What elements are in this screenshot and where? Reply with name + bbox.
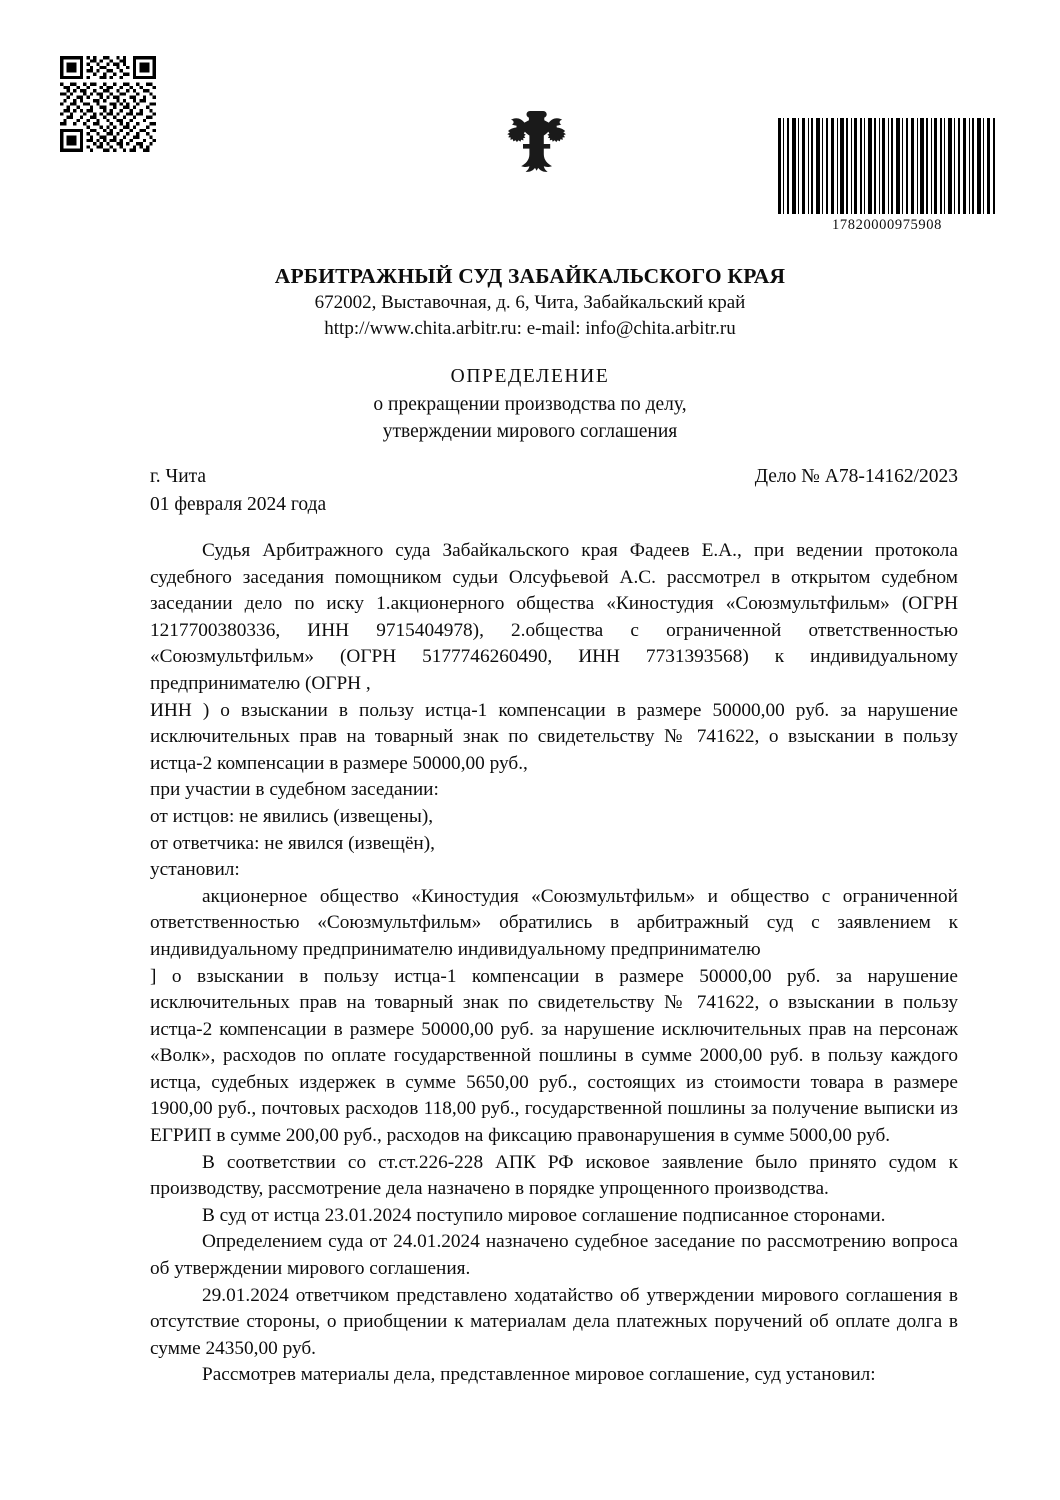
document-date: 01 февраля 2024 года — [150, 494, 327, 515]
paragraph: В суд от истца 23.01.2024 поступило мировое соглашение подписанное сторонами. — [202, 1204, 886, 1226]
paragraph: Определением суда от 24.01.2024 назначено судебное заседание по рассмотрению вопроса об утверждении мирового соглашения. — [150, 1231, 958, 1280]
document-body — [150, 538, 958, 1389]
court-website: http://www.chita.arbitr.ru: e-mail: info@chita.arbitr.ru — [324, 318, 736, 339]
paragraph: установил: — [150, 859, 240, 881]
court-header — [80, 262, 980, 342]
document-title: ОПРЕДЕЛЕНИЕ — [450, 366, 610, 387]
document-title-block — [80, 363, 980, 445]
paragraph: 29.01.2024 ответчиком представлено ходатайство об утверждении мирового соглашения в отсутствие стороны, о приобщении к материалам дела платежных поручений об оплате долга в сумме 24350,00 руб. — [150, 1284, 958, 1359]
paragraph: Рассмотрев материалы дела, представленное мировое соглашение, суд установил: — [202, 1364, 876, 1386]
paragraph: Судья Арбитражного суда Забайкальского края Фадеев Е.А., при ведении протокола судебного заседания помощником судьи Олсуфьевой А.С. рассмотрел в открытом судебном заседании дело по иску 1.акционерного общества «Киностудия «Союзмультфильм» (ОГРН 1217700380336, ИНН 9715404978), 2.общества с ограниченной ответственностью «Союзмультфильм» (ОГРН 5177746260490, ИНН 7731393568) к индивидуальному предпринимателю (ОГРН , — [150, 540, 958, 694]
paragraph: от истцов: не явились (извещены), — [150, 805, 434, 827]
coat-of-arms-icon — [494, 105, 566, 191]
document-subtitle-line-1: о прекращении производства по делу, — [373, 394, 687, 415]
court-name: АРБИТРАЖНЫЙ СУД ЗАБАЙКАЛЬСКОГО КРАЯ — [274, 264, 786, 288]
case-number: Дело № А78-14162/2023 — [754, 466, 958, 487]
paragraph: ] о взыскании в пользу истца-1 компенсации в размере 50000,00 руб. за нарушение исключительных прав на товарный знак по свидетельству № 741622, о взыскании в пользу истца-2 компенсации в размере 50000,00 руб. за нарушение исключительных прав на персонаж «Волк», расходов по оплате государственной пошлины в сумме 2000,00 руб. в пользу каждого истца, судебных издержек в сумме 5650,00 руб., состоящих из стоимости товара в размере 1900,00 руб., почтовых расходов 118,00 руб., государственной пошлины за получение выписки из ЕГРИП в сумме 200,00 руб., расходов на фиксацию правонарушения в сумме 5000,00 руб. — [150, 965, 958, 1147]
paragraph: В соответствии со ст.ст.226-228 АПК РФ исковое заявление было принято судом к производству, рассмотрение дела назначено в порядке упрощенного производства. — [150, 1151, 958, 1200]
paragraph: от ответчика: не явился (извещён), — [150, 832, 435, 854]
court-address: 672002, Выставочная, д. 6, Чита, Забайкальский край — [314, 292, 746, 313]
paragraph: ИНН ) о взыскании в пользу истца-1 компенсации в размере 50000,00 руб. за нарушение исключительных прав на товарный знак по свидетельству № 741622, о взыскании в пользу истца-2 компенсации в размере 50000,00 руб., — [150, 699, 958, 774]
document-header-row — [0, 0, 1060, 250]
document-meta — [150, 463, 958, 519]
barcode-number: 17820000975908 — [832, 217, 942, 233]
barcode-block — [776, 118, 998, 234]
barcode-image — [776, 118, 998, 214]
paragraph: при участии в судебном заседании: — [150, 779, 439, 801]
paragraph: акционерное общество «Киностудия «Союзмультфильм» и общество с ограниченной ответственностью «Союзмультфильм» обратились в арбитражный суд с заявлением к индивидуальному предпринимателю индивидуальному предпринимателю — [150, 885, 958, 960]
document-subtitle-line-2: утверждении мирового соглашения — [382, 421, 678, 442]
city-label: г. Чита — [150, 466, 207, 487]
